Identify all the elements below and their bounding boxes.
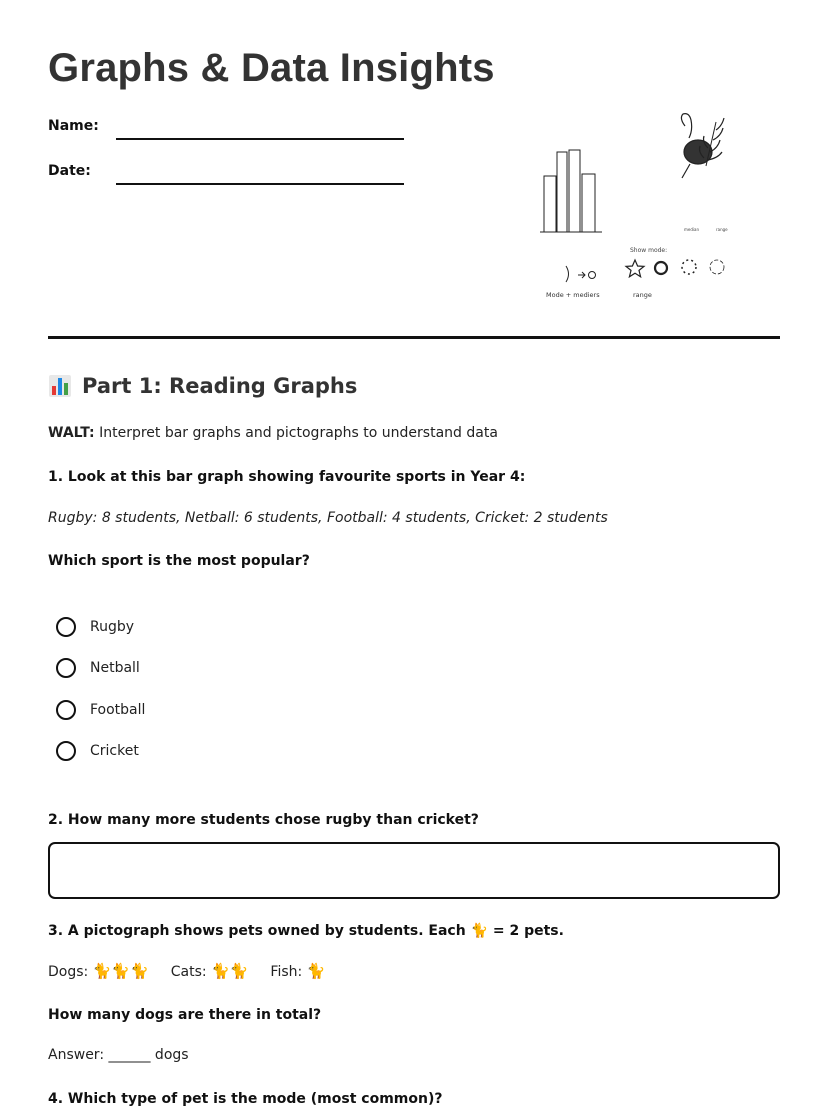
decorative-illustration xyxy=(530,108,750,308)
bar-chart-icon xyxy=(48,374,72,398)
page-title: Graphs & Data Insights xyxy=(48,46,495,90)
dashed-circle-icon xyxy=(710,260,724,274)
walt-label: WALT: xyxy=(48,425,95,441)
show-mode-label: Show mode: xyxy=(630,247,668,254)
cat-icon: 🐈🐈 xyxy=(211,962,249,980)
question-2: 2. How many more students chose rugby than cricket? xyxy=(48,812,479,828)
name-field[interactable] xyxy=(116,138,404,140)
date-field[interactable] xyxy=(116,183,404,185)
walt-text: Interpret bar graphs and pictographs to understand data xyxy=(99,425,498,441)
pictograph-dogs: Dogs: 🐈🐈🐈 xyxy=(48,962,149,980)
option-label: Cricket xyxy=(90,743,139,759)
radio-button[interactable] xyxy=(56,617,76,637)
question-4: 4. Which type of pet is the mode (most common)? xyxy=(48,1091,443,1107)
cat-icon: 🐈 xyxy=(306,962,326,980)
pictograph-fish: Fish: 🐈 xyxy=(270,962,326,980)
question-2-answer-input[interactable] xyxy=(48,842,780,899)
radio-button[interactable] xyxy=(56,700,76,720)
pictograph-row xyxy=(48,962,325,980)
date-label: Date: xyxy=(48,163,91,179)
radio-button[interactable] xyxy=(56,741,76,761)
range-label: range xyxy=(633,291,652,299)
question-1: 1. Look at this bar graph showing favourite sports in Year 4: xyxy=(48,469,526,485)
median-small-label: median xyxy=(684,227,699,232)
option-label: Football xyxy=(90,702,146,718)
option-cricket[interactable] xyxy=(56,741,139,761)
option-label: Rugby xyxy=(90,619,135,635)
question-3-answer-line[interactable]: Answer: ______ dogs xyxy=(48,1047,189,1063)
option-label: Netball xyxy=(90,660,140,676)
pictograph-cats: Cats: 🐈🐈 xyxy=(170,962,249,980)
bold-circle-icon xyxy=(655,262,667,274)
cat-icon: 🐈🐈🐈 xyxy=(92,962,149,980)
mode-median-label: Mode + mediers xyxy=(546,291,600,299)
section-heading xyxy=(48,374,357,398)
walt-statement xyxy=(48,425,498,441)
question-3: 3. A pictograph shows pets owned by students. Each 🐈 = 2 pets. xyxy=(48,923,564,939)
range-small-label: range xyxy=(716,227,728,232)
question-1-data: Rugby: 8 students, Netball: 6 students, Football: 4 students, Cricket: 2 students xyxy=(48,510,608,526)
arrow-icon xyxy=(566,266,596,282)
option-rugby[interactable] xyxy=(56,617,134,637)
dotted-circle-icon xyxy=(682,260,696,274)
bird-icon xyxy=(681,114,724,178)
question-1-prompt: Which sport is the most popular? xyxy=(48,553,310,569)
section-title: Part 1: Reading Graphs xyxy=(82,374,358,398)
option-netball[interactable] xyxy=(56,658,140,678)
name-label: Name: xyxy=(48,118,99,134)
star-icon xyxy=(626,260,644,277)
question-3-prompt: How many dogs are there in total? xyxy=(48,1007,322,1023)
option-football[interactable] xyxy=(56,700,145,720)
divider xyxy=(48,336,780,339)
radio-button[interactable] xyxy=(56,658,76,678)
bar-graph-sketch-icon xyxy=(540,150,602,232)
